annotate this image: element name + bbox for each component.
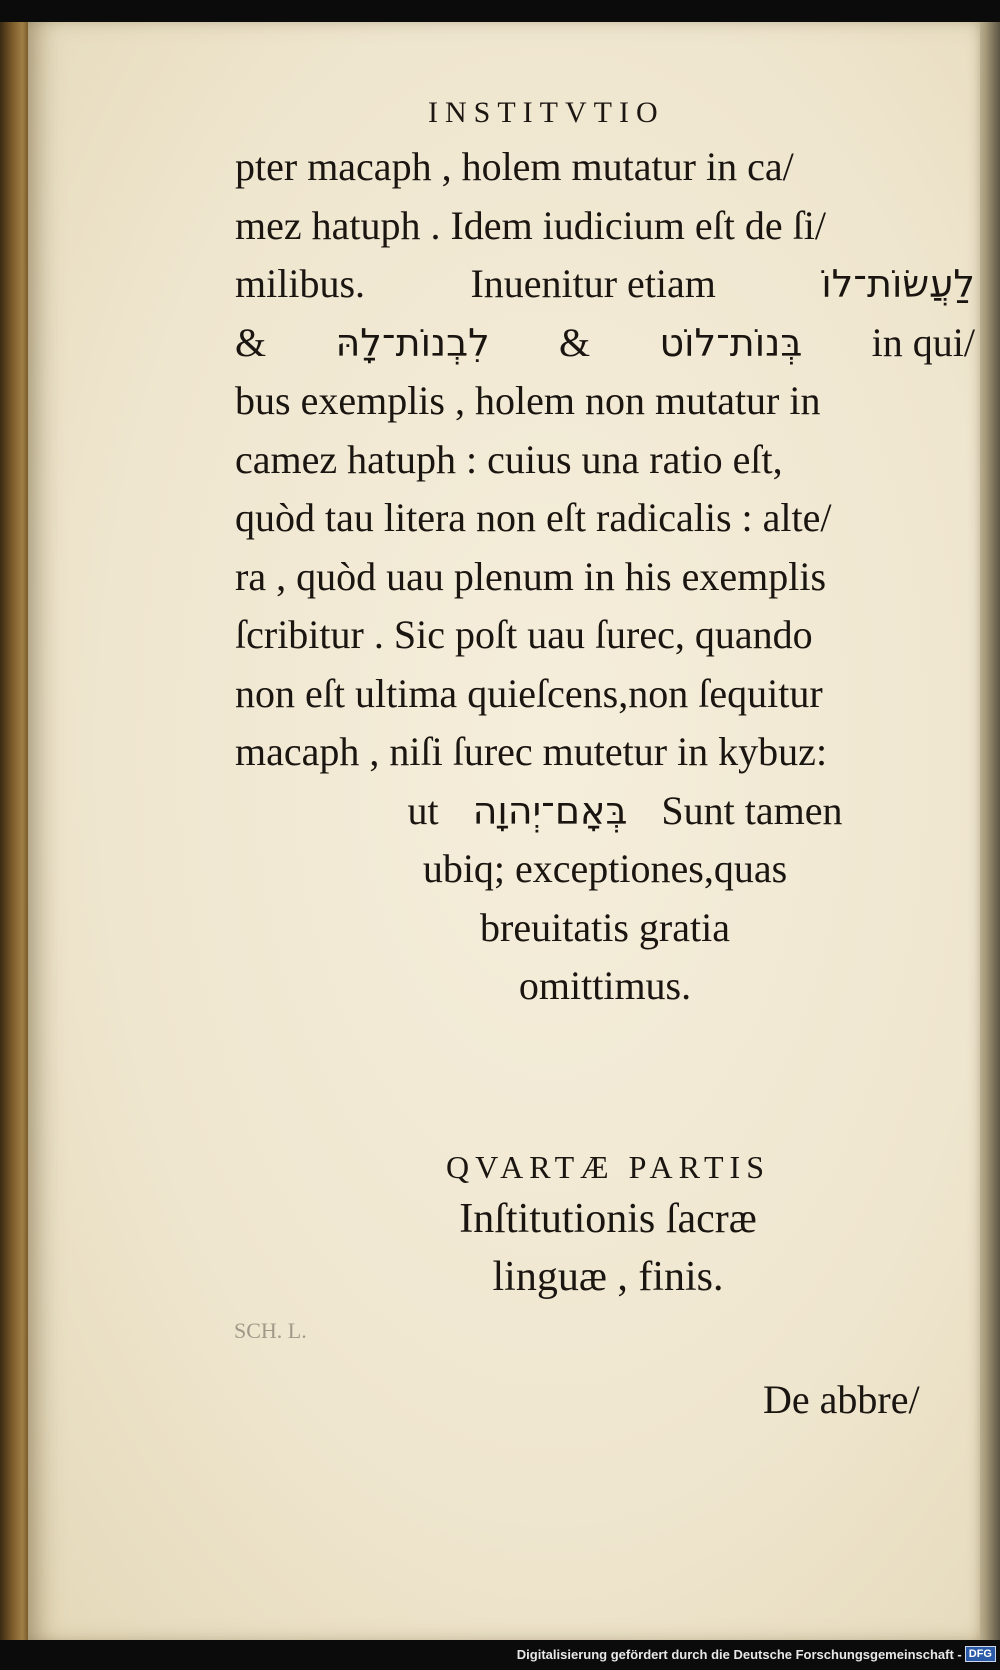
line-text: mez hatuph . Idem iudicium eſt de ſi/ [235,202,826,248]
text-line [235,957,975,1016]
line-text: ſcribitur . Sic poſt uau ſurec, quando [235,612,813,657]
line-text: camez hatuph : cuius una ratio eſt, [235,436,783,482]
line-text: ra , quòd uau plenum in his exemplis [235,553,827,599]
line-text: omittimus. [518,963,692,1008]
line-text: ubiq; exceptiones,quas [422,846,788,891]
text-line [235,197,975,256]
body-text [235,138,975,1016]
colophon-heading: QVARTÆ PARTIS [445,1149,770,1185]
text-line [235,840,975,899]
line-text: ut [407,787,439,833]
text-line [235,489,975,548]
line-text: breuitatis gratia [480,904,730,950]
text-line [235,431,975,490]
text-line [235,255,975,314]
line-text: quòd tau litera non eſt radicalis : alte/ [235,495,832,540]
catchword: De abbre/ [763,1377,920,1422]
ampersand: & [235,319,267,365]
hebrew-text: לַעֲשׂוֹת־לוֹ [821,262,975,306]
colophon-line: Inſtitutionis ſacræ [459,1196,757,1242]
text-line [235,314,975,373]
line-text: macaph , niſi ſurec mutetur in kybuz: [235,729,828,774]
colophon [328,1144,888,1306]
dfg-logo: DFG [965,1646,996,1662]
text-line [235,138,975,197]
line-text: bus exemplis , holem non mutatur in [235,378,821,423]
faint-library-stamp: SCH. L. [234,1318,307,1343]
line-text: in qui/ [871,319,975,365]
line-text: pter macaph , holem mutatur in ca/ [235,144,794,189]
digitization-credit [517,1646,996,1662]
text-line [235,548,975,607]
credit-text: Digitalisierung gefördert durch die Deutsche Forschungsgemeinschaft - [516,1646,962,1662]
ampersand: & [559,319,591,365]
text-line [235,899,975,958]
hebrew-text: בְּנוֹת־לוֹט [659,320,803,365]
line-text: milibus. [235,261,366,306]
line-text: Inuenitur etiam [470,261,716,306]
book-binding [0,22,30,1640]
text-line [235,723,975,782]
text-line [235,782,975,841]
line-text: non eſt ultima quieſcens,non ſequitur [235,670,823,716]
colophon-line: linguæ , finis. [492,1254,724,1300]
hebrew-text: לִבְנוֹת־לָהּ [335,320,490,365]
hebrew-text: בְּאָם־יְהוָה [472,788,628,833]
running-head: INSTITVTIO [428,96,665,129]
text-line [235,606,975,665]
text-line [235,372,975,431]
book-page [28,22,980,1640]
text-line [235,665,975,724]
line-text: Sunt tamen [661,787,843,833]
